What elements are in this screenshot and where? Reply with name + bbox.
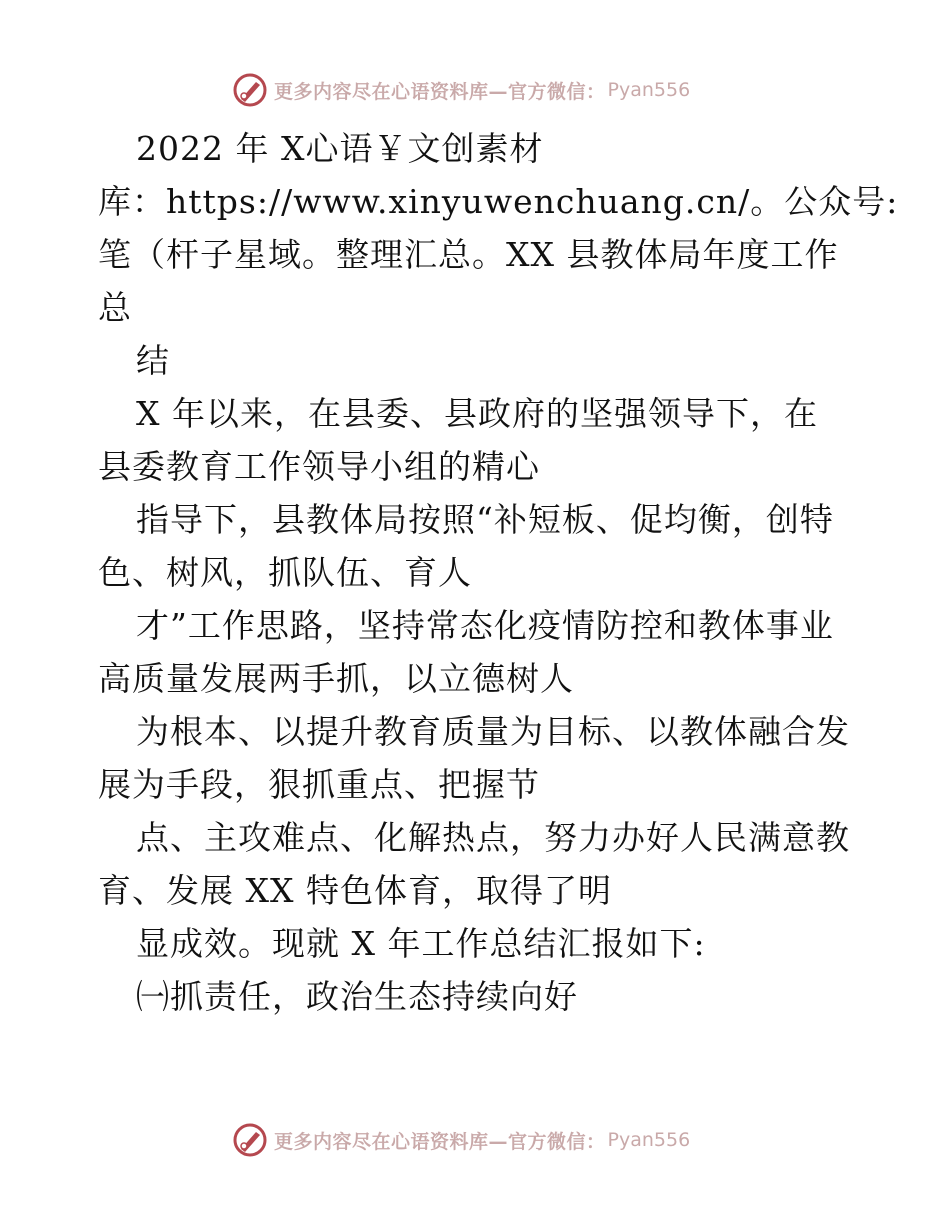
footer-banner-text: 更多内容尽在心语资料库—官方微信： bbox=[274, 1130, 606, 1153]
text-line: 指导下，县教体局按照“补短板、促均衡，创特 bbox=[136, 500, 834, 539]
footer-watermark-banner bbox=[232, 1120, 690, 1160]
header-watermark-banner bbox=[232, 70, 690, 110]
text-line: 笔（杆子星域。整理汇总。XX 县教体局年度工作 bbox=[98, 235, 839, 274]
text-line: 点、主攻难点、化解热点，努力办好人民满意教 bbox=[136, 818, 850, 857]
text-line: 2022 年 X心语￥文创素材 bbox=[136, 129, 544, 168]
text-line: X 年以来，在县委、县政府的坚强领导下，在 bbox=[136, 394, 818, 433]
text-line: 色、树风，抓队伍、育人 bbox=[98, 553, 472, 592]
header-banner-wechat: Pyan556 bbox=[607, 79, 691, 101]
text-line: 为根本、以提升教育质量为目标、以教体融合发 bbox=[136, 712, 850, 751]
pen-logo-icon bbox=[232, 72, 268, 108]
header-banner-text: 更多内容尽在心语资料库—官方微信： bbox=[274, 80, 606, 103]
section-heading: ㈠抓责任，政治生态持续向好 bbox=[136, 977, 578, 1016]
text-line: 才”工作思路，坚持常态化疫情防控和教体事业 bbox=[136, 606, 834, 645]
text-line: 高质量发展两手抓，以立德树人 bbox=[98, 659, 574, 698]
text-line: 育、发展 XX 特色体育，取得了明 bbox=[98, 871, 612, 910]
text-line: 库：https://www.xinyuwenchuang.cn/。公众号: bbox=[98, 182, 899, 221]
footer-banner-wechat: Pyan556 bbox=[607, 1129, 691, 1151]
document-body bbox=[98, 122, 899, 1023]
text-line: 结 bbox=[136, 341, 170, 380]
pen-logo-icon bbox=[232, 1122, 268, 1158]
text-line: 展为手段，狠抓重点、把握节 bbox=[98, 765, 540, 804]
text-line: 显成效。现就 X 年工作总结汇报如下: bbox=[136, 924, 706, 963]
text-line: 总 bbox=[98, 288, 132, 327]
text-line: 县委教育工作领导小组的精心 bbox=[98, 447, 540, 486]
